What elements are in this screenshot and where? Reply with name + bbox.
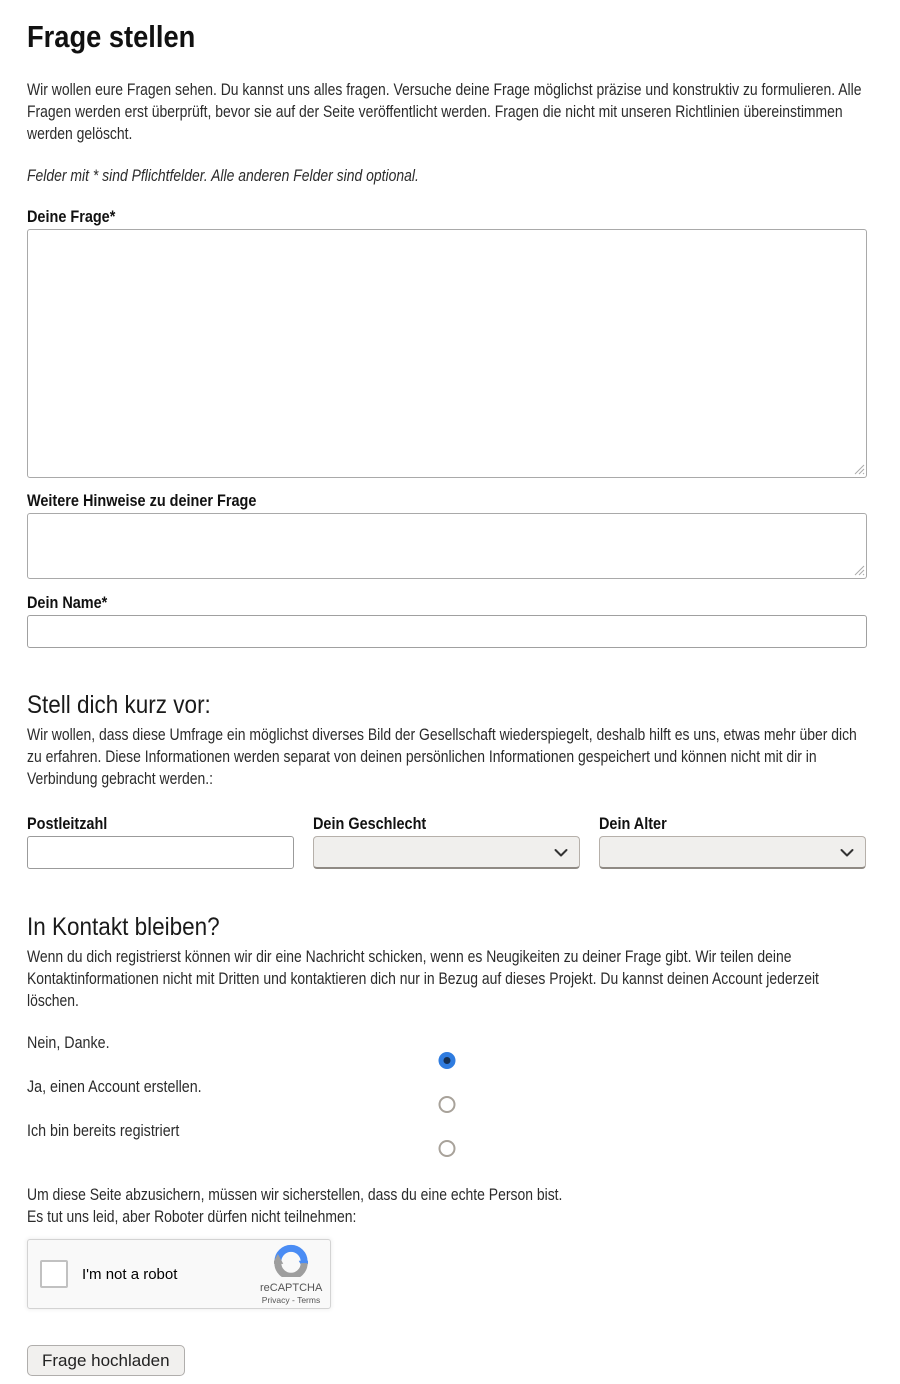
hints-textarea[interactable] xyxy=(27,513,867,579)
submit-button[interactable]: Frage hochladen xyxy=(27,1345,185,1376)
about-fields-row xyxy=(27,815,867,869)
option-label: Nein, Danke. xyxy=(27,1033,110,1052)
gender-label: Dein Geschlecht xyxy=(313,814,427,833)
age-field xyxy=(599,815,866,869)
recaptcha-widget xyxy=(27,1239,331,1309)
name-input[interactable] xyxy=(27,615,867,648)
question-textarea-wrap xyxy=(27,229,867,478)
about-heading: Stell dich kurz vor: xyxy=(27,691,211,719)
postal-code-input[interactable] xyxy=(27,836,294,869)
option-label: Ja, einen Account erstellen. xyxy=(27,1077,202,1096)
option-label: Ich bin bereits registriert xyxy=(27,1121,180,1140)
form-page xyxy=(27,20,867,1376)
captcha-explainer: Um diese Seite abzusichern, müssen wir sicherstellen, dass du eine echte Person bist. Es tut uns leid, aber Roboter dürfen nicht teilnehmen: xyxy=(27,1185,563,1226)
age-label: Dein Alter xyxy=(599,814,667,833)
postal-code-label: Postleitzahl xyxy=(27,814,108,833)
contact-options xyxy=(27,1025,867,1157)
radio-button-create-account[interactable] xyxy=(439,1096,456,1113)
intro-text: Wir wollen eure Fragen sehen. Du kannst uns alles fragen. Versuche deine Frage möglichst präzise und konstruktiv zu formulieren. Alle Fragen werden erst überprüft, bevor sie auf der Seite veröffentlicht werden. Fragen die nicht mit unseren Richtlinien übereinstimmen werden gelöscht. xyxy=(27,80,862,143)
question-label: Deine Frage* xyxy=(27,207,116,226)
option-row-no-thanks xyxy=(27,1025,867,1069)
recaptcha-brand: reCAPTCHA xyxy=(260,1281,323,1294)
question-textarea[interactable] xyxy=(27,229,867,478)
page-title: Frage stellen xyxy=(27,19,196,54)
recaptcha-checkbox[interactable] xyxy=(40,1260,68,1288)
gender-field xyxy=(313,815,580,869)
recaptcha-logo-icon xyxy=(274,1264,308,1281)
required-fields-note: Felder mit * sind Pflichtfelder. Alle anderen Felder sind optional. xyxy=(27,166,419,185)
option-row-already-registered xyxy=(27,1113,867,1157)
hints-label: Weitere Hinweise zu deiner Frage xyxy=(27,491,257,510)
option-row-create-account xyxy=(27,1069,867,1113)
contact-heading: In Kontakt bleiben? xyxy=(27,913,220,941)
contact-description: Wenn du dich registrierst können wir dir eine Nachricht schicken, wenn es Neugikeiten zu deiner Frage gibt. Wir teilen deine Kontaktinformationen nicht mit Dritten und kontaktieren dich nur in Bezug auf dieses Projekt. Du kannst deinen Account jederzeit löschen. xyxy=(27,947,819,1010)
radio-button-already-registered[interactable] xyxy=(439,1140,456,1157)
postal-code-field xyxy=(27,815,294,869)
recaptcha-privacy-terms-links[interactable]: Privacy - Terms xyxy=(261,1294,321,1305)
about-description: Wir wollen, dass diese Umfrage ein möglichst diverses Bild der Gesellschaft wiederspiegelt, deshalb hilft es uns, etwas mehr über dich zu erfahren. Diese Informationen werden separat von deinen persönlichen Informationen gespeichert und können nicht mit dir in Verbindung gebracht werden.: xyxy=(27,725,857,788)
recaptcha-label: I'm not a robot xyxy=(82,1265,178,1283)
gender-select[interactable] xyxy=(313,836,580,869)
name-label: Dein Name* xyxy=(27,593,108,612)
radio-button-no-thanks[interactable] xyxy=(439,1052,456,1069)
hints-textarea-wrap xyxy=(27,513,867,579)
age-select[interactable] xyxy=(599,836,866,869)
recaptcha-logo-column xyxy=(260,1243,322,1306)
